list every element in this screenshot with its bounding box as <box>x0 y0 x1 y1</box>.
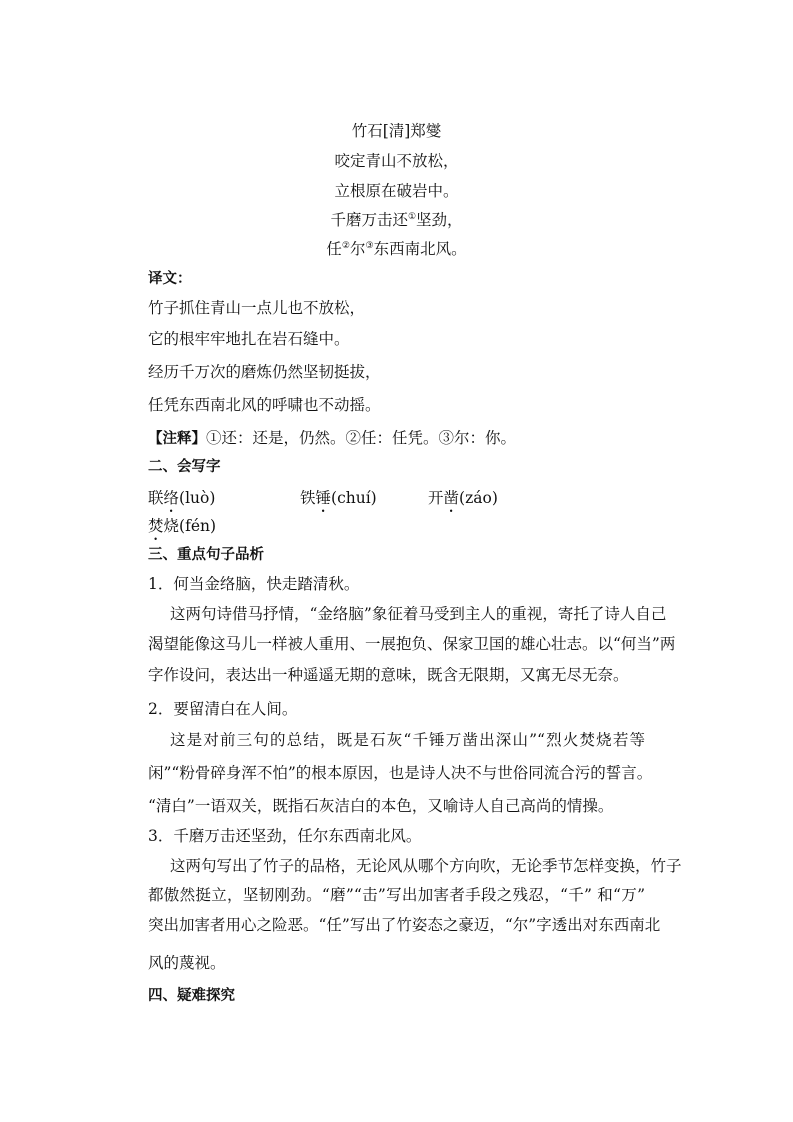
notes-label: 【注释】 <box>148 431 206 447</box>
answer-3-line-1: 这两句写出了竹子的品格，无论风从哪个方向吹，无论季节怎样变换，竹子 <box>170 857 682 875</box>
poem-line-3 <box>0 209 793 231</box>
word-item-4 <box>148 515 216 544</box>
word-4-dotted-char: 焚 <box>148 517 164 535</box>
answer-1-line-3: 字作设问，表达出一种遥遥无期的意味，既含无限期，又寓无尽无奈。 <box>148 666 629 684</box>
footnote-marker-2: ② <box>341 241 350 251</box>
notes-text: ①还：还是，仍然。②任：任凭。③尔：你。 <box>206 429 517 447</box>
word-3-dotted-char: 凿 <box>443 489 460 507</box>
translation-line-4: 任凭东西南北风的呼啸也不动摇。 <box>148 396 381 414</box>
poem-line-4 <box>0 238 793 260</box>
section-3-heading: 三、重点句子品析 <box>148 547 264 563</box>
word-2-char: 铁 <box>300 489 316 507</box>
question-3: 3．千磨万击还坚劲，任尔东西南北风。 <box>148 827 422 845</box>
poem-line-2: 立根原在破岩中。 <box>334 182 459 200</box>
answer-2-line-2: 闲”“粉骨碎身浑不怕”的根本原因，也是诗人决不与世俗同流合污的誓言。 <box>148 764 653 782</box>
word-4-char: 烧 <box>163 517 180 535</box>
translation-line-3: 经历千万次的磨炼仍然坚韧挺拔， <box>148 363 381 381</box>
notes <box>148 427 516 450</box>
translation-line-1: 竹子抓住青山一点儿也不放松， <box>148 299 366 317</box>
translation-heading: 译文： <box>148 271 192 287</box>
answer-2-line-1: 这是对前三句的总结，既是石灰“千锤万凿出深山”“烈火焚烧若等 <box>170 731 645 749</box>
word-2-dotted-char: 锤 <box>315 489 332 507</box>
word-4-pinyin: (fén) <box>179 517 217 535</box>
answer-3-line-3: 突出加害者用心之险恶。“任”写出了竹姿态之豪迈，“尔”字透出对东西南北 <box>148 916 661 934</box>
poem-line-3-text-a: 千磨万击还 <box>330 211 408 229</box>
word-2-pinyin: (chuí) <box>331 489 377 507</box>
question-2: 2．要留清白在人间。 <box>148 700 298 718</box>
answer-2-line-3: “清白”一语双关，既指石灰洁白的本色，又喻诗人自己高尚的情操。 <box>148 797 614 815</box>
poem-line-4-text-a: 任 <box>326 240 342 258</box>
question-1: 1．何当金络脑，快走踏清秋。 <box>148 575 360 593</box>
footnote-marker-3: ③ <box>365 241 374 251</box>
section-4-heading: 四、疑难探究 <box>148 988 235 1004</box>
word-1-dotted-char: 络 <box>163 489 180 507</box>
answer-1-line-2: 渴望能像这马儿一样被人重用、一展抱负、保家卫国的雄心壮志。以“何当”两 <box>148 635 676 653</box>
answer-1-line-1: 这两句诗借马抒情，“金络脑”象征着马受到主人的重视，寄托了诗人自己 <box>170 605 667 623</box>
word-1-pinyin: (luò) <box>179 489 216 507</box>
answer-3-line-2: 都傲然挺立，坚韧刚劲。“磨”“击”写出加害者手段之残忍，“千” 和“万” <box>148 886 645 904</box>
word-item-1 <box>148 487 215 516</box>
translation-line-2: 它的根牢牢地扎在岩石缝中。 <box>148 330 350 348</box>
section-2-heading: 二、会写字 <box>148 459 221 475</box>
poem-title: 竹石[清]郑燮 <box>351 122 442 140</box>
word-1-char: 联 <box>148 489 164 507</box>
poem-line-1: 咬定青山不放松， <box>334 152 459 170</box>
poem-line-3-text-b: 坚劲， <box>416 211 463 229</box>
poem-line-4-text-c: 东西南北风。 <box>373 240 467 258</box>
word-item-3 <box>428 487 498 516</box>
word-item-2 <box>300 487 377 516</box>
word-3-char: 开 <box>428 489 444 507</box>
footnote-marker-1: ① <box>407 212 417 222</box>
word-3-pinyin: (záo) <box>459 489 498 507</box>
poem-line-4-text-b: 尔 <box>349 240 366 258</box>
answer-3-line-4: 风的蔑视。 <box>148 954 226 972</box>
